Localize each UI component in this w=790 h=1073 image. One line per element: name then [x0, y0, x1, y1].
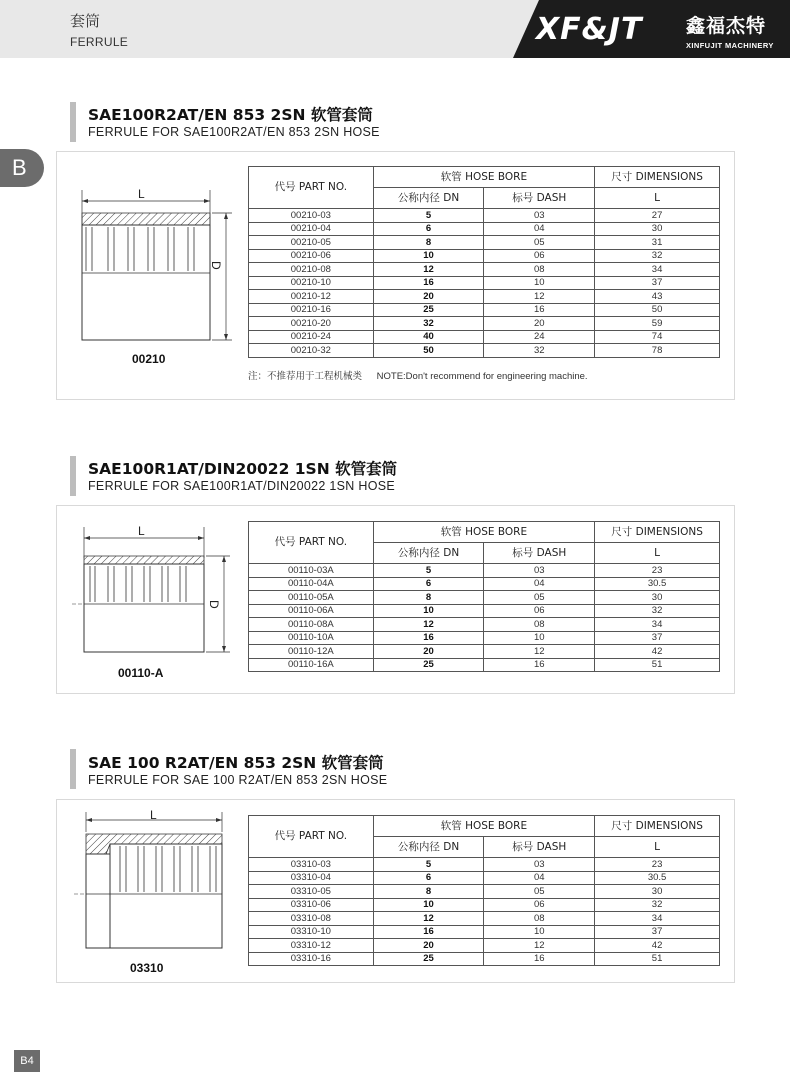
- header-dash: 标号 DASH: [484, 543, 595, 564]
- part-no-cell: 00210-10: [249, 276, 374, 290]
- dn-cell: 5: [373, 564, 484, 578]
- part-no-cell: 00110-04A: [249, 577, 374, 591]
- dash-cell: 16: [484, 303, 595, 317]
- dn-cell: 25: [373, 303, 484, 317]
- dn-cell: 20: [373, 939, 484, 953]
- length-cell: 31: [595, 236, 720, 250]
- section-title: SAE100R1AT/DIN20022 1SN 软管套筒: [88, 460, 398, 478]
- table-row: [249, 645, 720, 659]
- table-row: [249, 317, 720, 331]
- dash-cell: 12: [484, 290, 595, 304]
- dash-cell: 16: [484, 952, 595, 966]
- part-no-cell: 00110-10A: [249, 631, 374, 645]
- table-row: [249, 591, 720, 605]
- length-cell: 23: [595, 564, 720, 578]
- dimension-d-label: D: [207, 600, 221, 609]
- table-row: [249, 631, 720, 645]
- section-marker: [70, 102, 76, 142]
- table-row: [249, 952, 720, 966]
- length-cell: 30: [595, 885, 720, 899]
- dash-cell: 03: [484, 209, 595, 223]
- dash-cell: 10: [484, 925, 595, 939]
- part-no-cell: 03310-08: [249, 912, 374, 926]
- part-no-cell: 03310-03: [249, 858, 374, 872]
- table-body: [249, 858, 720, 966]
- dn-cell: 5: [373, 858, 484, 872]
- note-en: NOTE:Don't recommend for engineering machine.: [376, 371, 588, 382]
- model-label: 00210: [132, 352, 166, 366]
- logo-name-en: XINFUJIT MACHINERY: [686, 41, 774, 50]
- part-no-cell: 00210-16: [249, 303, 374, 317]
- section-marker: [70, 456, 76, 496]
- dash-cell: 05: [484, 885, 595, 899]
- dn-cell: 10: [373, 604, 484, 618]
- section-title: SAE100R2AT/EN 853 2SN 软管套筒: [88, 106, 373, 124]
- part-no-cell: 00210-03: [249, 209, 374, 223]
- dash-cell: 04: [484, 222, 595, 236]
- dn-cell: 25: [373, 952, 484, 966]
- dimension-l-label: L: [150, 808, 157, 822]
- table-row: [249, 858, 720, 872]
- length-cell: 27: [595, 209, 720, 223]
- dash-cell: 10: [484, 276, 595, 290]
- table-row: [249, 925, 720, 939]
- length-cell: 34: [595, 912, 720, 926]
- dash-cell: 06: [484, 898, 595, 912]
- table-body: [249, 564, 720, 672]
- dn-cell: 6: [373, 577, 484, 591]
- header-part: 代号 PART NO.: [249, 167, 374, 209]
- table-row: [249, 276, 720, 290]
- dn-cell: 12: [373, 912, 484, 926]
- part-no-cell: 00210-24: [249, 330, 374, 344]
- length-cell: 32: [595, 898, 720, 912]
- length-cell: 30.5: [595, 577, 720, 591]
- dn-cell: 32: [373, 317, 484, 331]
- header-dimensions: 尺寸 DIMENSIONS: [595, 816, 720, 837]
- length-cell: 51: [595, 952, 720, 966]
- table-row: [249, 222, 720, 236]
- dn-cell: 5: [373, 209, 484, 223]
- part-no-cell: 00110-03A: [249, 564, 374, 578]
- part-no-cell: 00110-08A: [249, 618, 374, 632]
- section-subtitle: FERRULE FOR SAE100R2AT/EN 853 2SN HOSE: [88, 125, 380, 139]
- dash-cell: 16: [484, 658, 595, 672]
- table-row: [249, 658, 720, 672]
- length-cell: 42: [595, 645, 720, 659]
- dash-cell: 12: [484, 645, 595, 659]
- ferrule-drawing: [72, 185, 242, 345]
- section-subtitle: FERRULE FOR SAE 100 R2AT/EN 853 2SN HOSE: [88, 773, 388, 787]
- dn-cell: 10: [373, 898, 484, 912]
- part-no-cell: 00210-04: [249, 222, 374, 236]
- header-dash: 标号 DASH: [484, 837, 595, 858]
- part-no-cell: 03310-10: [249, 925, 374, 939]
- table-row: [249, 618, 720, 632]
- dimension-l-label: L: [138, 524, 145, 538]
- dn-cell: 16: [373, 925, 484, 939]
- length-cell: 37: [595, 276, 720, 290]
- dn-cell: 12: [373, 263, 484, 277]
- note-cn: 注：不推荐用于工程机械类: [248, 371, 363, 382]
- length-cell: 51: [595, 658, 720, 672]
- part-no-cell: 00110-06A: [249, 604, 374, 618]
- table-row: [249, 912, 720, 926]
- dn-cell: 12: [373, 618, 484, 632]
- length-cell: 23: [595, 858, 720, 872]
- header-dn: 公称内径 DN: [373, 543, 484, 564]
- part-no-cell: 00210-20: [249, 317, 374, 331]
- part-no-cell: 03310-16: [249, 952, 374, 966]
- length-cell: 30: [595, 222, 720, 236]
- dash-cell: 06: [484, 249, 595, 263]
- section-title: SAE 100 R2AT/EN 853 2SN 软管套筒: [88, 754, 384, 772]
- length-cell: 50: [595, 303, 720, 317]
- dn-cell: 25: [373, 658, 484, 672]
- table-row: [249, 604, 720, 618]
- dash-cell: 12: [484, 939, 595, 953]
- part-no-cell: 00210-32: [249, 344, 374, 358]
- header-part: 代号 PART NO.: [249, 522, 374, 564]
- dash-cell: 06: [484, 604, 595, 618]
- header-l: L: [595, 543, 720, 564]
- table-row: [249, 303, 720, 317]
- dn-cell: 20: [373, 290, 484, 304]
- length-cell: 32: [595, 249, 720, 263]
- dash-cell: 08: [484, 618, 595, 632]
- spec-table: [248, 815, 720, 966]
- table-row: [249, 263, 720, 277]
- length-cell: 43: [595, 290, 720, 304]
- section-marker: [70, 749, 76, 789]
- dn-cell: 6: [373, 222, 484, 236]
- table-row: [249, 885, 720, 899]
- table-note: [248, 368, 588, 382]
- header-hose-bore: 软管 HOSE BORE: [373, 522, 594, 543]
- part-no-cell: 00210-06: [249, 249, 374, 263]
- header-l: L: [595, 188, 720, 209]
- model-label: 00110-A: [118, 666, 164, 680]
- logo-name-cn: 鑫福杰特: [686, 15, 767, 37]
- length-cell: 37: [595, 631, 720, 645]
- dn-cell: 40: [373, 330, 484, 344]
- dn-cell: 50: [373, 344, 484, 358]
- ferrule-drawing: [72, 522, 242, 662]
- dash-cell: 05: [484, 591, 595, 605]
- header-dn: 公称内径 DN: [373, 188, 484, 209]
- length-cell: 34: [595, 263, 720, 277]
- table-row: [249, 898, 720, 912]
- section-tab: B: [0, 149, 44, 187]
- dimension-d-label: D: [209, 261, 223, 270]
- table-row: [249, 236, 720, 250]
- dn-cell: 20: [373, 645, 484, 659]
- model-label: 03310: [130, 961, 164, 975]
- dimension-l-label: L: [138, 187, 145, 201]
- dn-cell: 16: [373, 631, 484, 645]
- ferrule-drawing: [72, 808, 242, 954]
- header-hose-bore: 软管 HOSE BORE: [373, 167, 594, 188]
- dn-cell: 8: [373, 236, 484, 250]
- dn-cell: 16: [373, 276, 484, 290]
- part-no-cell: 03310-05: [249, 885, 374, 899]
- part-no-cell: 03310-06: [249, 898, 374, 912]
- length-cell: 74: [595, 330, 720, 344]
- dn-cell: 6: [373, 871, 484, 885]
- header-dimensions: 尺寸 DIMENSIONS: [595, 167, 720, 188]
- header-title-cn: 套筒: [70, 12, 101, 30]
- length-cell: 34: [595, 618, 720, 632]
- part-no-cell: 00210-08: [249, 263, 374, 277]
- dn-cell: 10: [373, 249, 484, 263]
- dash-cell: 04: [484, 871, 595, 885]
- dash-cell: 04: [484, 577, 595, 591]
- table-row: [249, 564, 720, 578]
- length-cell: 30.5: [595, 871, 720, 885]
- part-no-cell: 00210-05: [249, 236, 374, 250]
- table-row: [249, 290, 720, 304]
- spec-table: [248, 166, 720, 358]
- header-dimensions: 尺寸 DIMENSIONS: [595, 522, 720, 543]
- part-no-cell: 00110-16A: [249, 658, 374, 672]
- table-row: [249, 330, 720, 344]
- header-title-en: FERRULE: [70, 35, 129, 49]
- section-subtitle: FERRULE FOR SAE100R1AT/DIN20022 1SN HOSE: [88, 479, 396, 493]
- dash-cell: 10: [484, 631, 595, 645]
- dash-cell: 32: [484, 344, 595, 358]
- dash-cell: 03: [484, 564, 595, 578]
- length-cell: 37: [595, 925, 720, 939]
- dash-cell: 05: [484, 236, 595, 250]
- dn-cell: 8: [373, 591, 484, 605]
- logo-mark: XF&JT: [536, 12, 643, 47]
- table-row: [249, 249, 720, 263]
- dash-cell: 08: [484, 912, 595, 926]
- length-cell: 59: [595, 317, 720, 331]
- part-no-cell: 03310-12: [249, 939, 374, 953]
- part-no-cell: 03310-04: [249, 871, 374, 885]
- header-dash: 标号 DASH: [484, 188, 595, 209]
- header-dn: 公称内径 DN: [373, 837, 484, 858]
- header-l: L: [595, 837, 720, 858]
- spec-table: [248, 521, 720, 672]
- part-no-cell: 00110-12A: [249, 645, 374, 659]
- part-no-cell: 00110-05A: [249, 591, 374, 605]
- dash-cell: 24: [484, 330, 595, 344]
- length-cell: 32: [595, 604, 720, 618]
- length-cell: 78: [595, 344, 720, 358]
- table-row: [249, 871, 720, 885]
- length-cell: 42: [595, 939, 720, 953]
- table-row: [249, 344, 720, 358]
- table-row: [249, 939, 720, 953]
- dash-cell: 20: [484, 317, 595, 331]
- dash-cell: 03: [484, 858, 595, 872]
- dash-cell: 08: [484, 263, 595, 277]
- header-hose-bore: 软管 HOSE BORE: [373, 816, 594, 837]
- header-part: 代号 PART NO.: [249, 816, 374, 858]
- length-cell: 30: [595, 591, 720, 605]
- table-row: [249, 577, 720, 591]
- table-row: [249, 209, 720, 223]
- page-number: B4: [14, 1050, 40, 1072]
- part-no-cell: 00210-12: [249, 290, 374, 304]
- table-body: [249, 209, 720, 358]
- dn-cell: 8: [373, 885, 484, 899]
